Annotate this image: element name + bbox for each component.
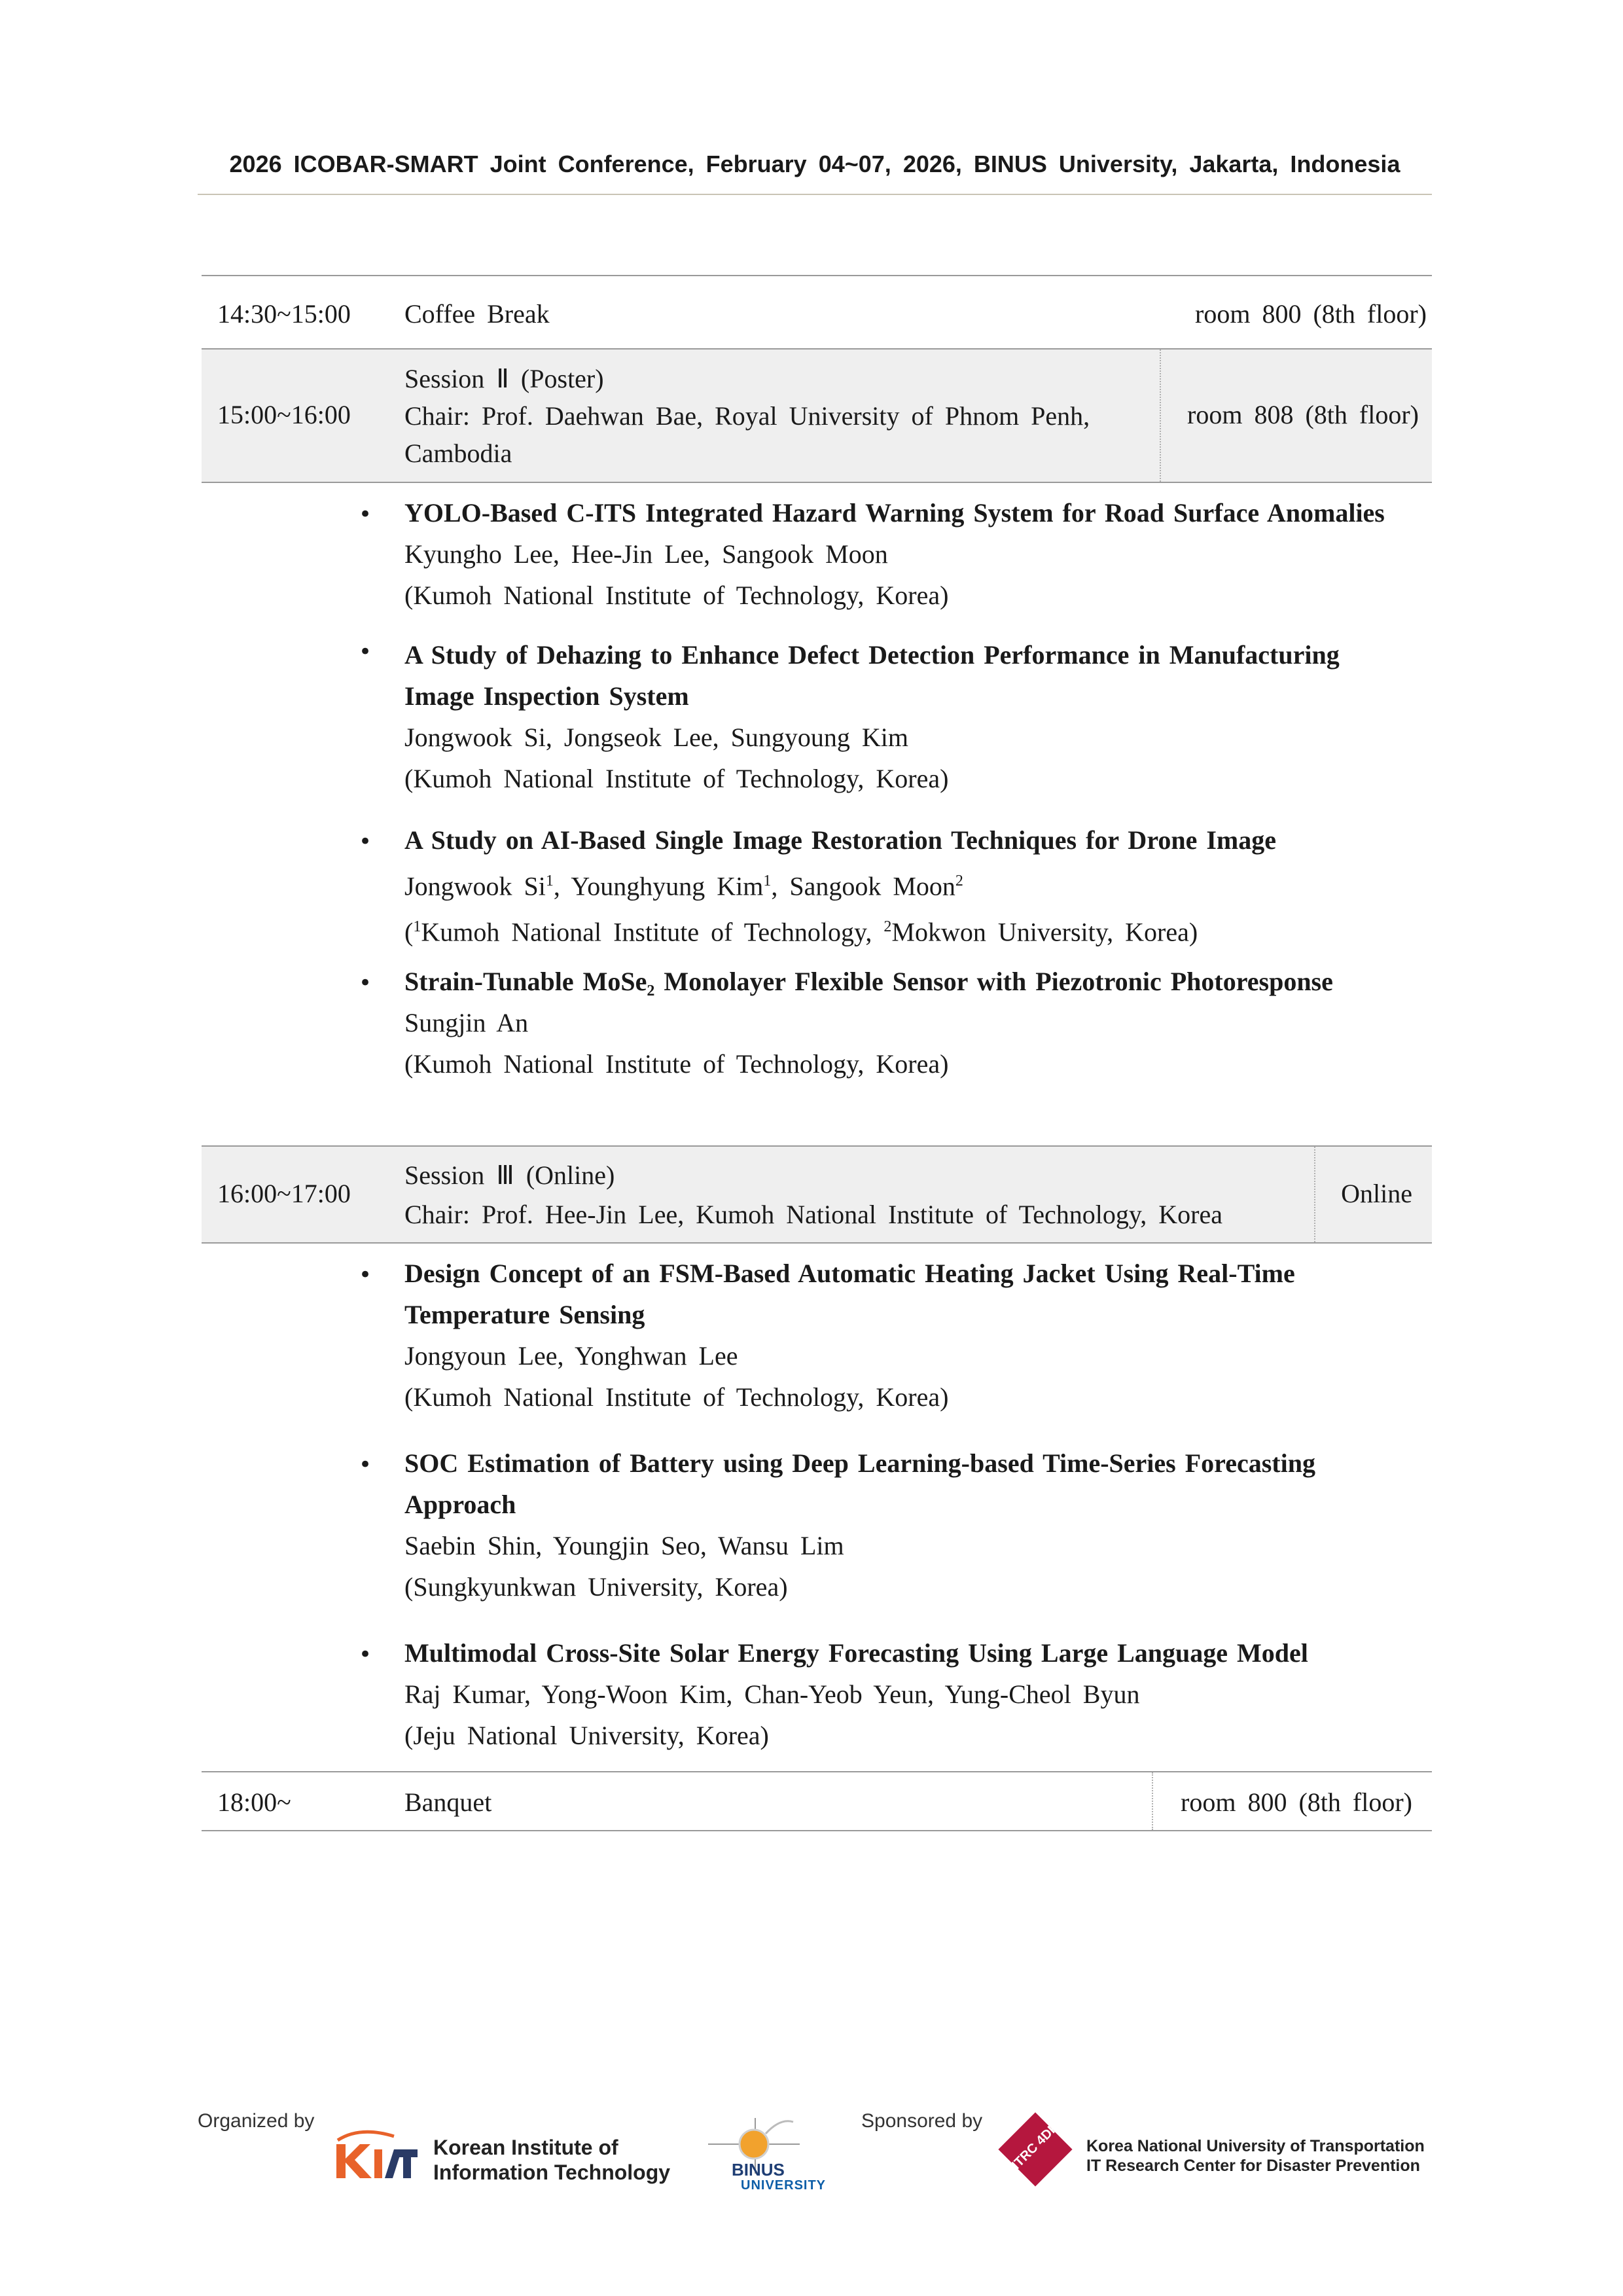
header-divider xyxy=(198,194,1432,195)
paper-affiliation: (Kumoh National Institute of Technology, Korea) xyxy=(404,764,949,793)
page-header: 2026 ICOBAR-SMART Joint Conference, February 04~07, 2026, BINUS University, Jakarta, Indonesia xyxy=(229,151,1400,177)
footer xyxy=(196,2101,1440,2206)
row-title: Banquet xyxy=(404,1787,492,1817)
sponsored-by-label: Sponsored by xyxy=(861,2110,983,2132)
itrc-badge-text: ITRC 4DP xyxy=(1009,2120,1061,2172)
row-time: 18:00~ xyxy=(217,1787,291,1817)
paper-authors: Sungjin An xyxy=(404,1008,529,1037)
paper-title-line-1: Design Concept of an FSM-Based Automatic Heating Jacket Using Real-Time xyxy=(404,1259,1295,1288)
schedule-row-coffee-break xyxy=(202,275,1432,348)
row-room: room 800 (8th floor) xyxy=(1181,1787,1412,1817)
row-time: 14:30~15:00 xyxy=(217,299,351,329)
column-divider xyxy=(1152,1772,1153,1830)
paper-entry xyxy=(404,819,1425,953)
paper-authors: Jongyoun Lee, Yonghwan Lee xyxy=(404,1341,738,1371)
session-info xyxy=(404,1156,1222,1234)
session-time: 16:00~17:00 xyxy=(217,1179,351,1208)
session-time: 15:00~16:00 xyxy=(217,400,351,429)
bullet-icon: • xyxy=(359,970,372,996)
paper-authors: Jongwook Si$^1$, Younghyung Kim$^1$, Sangook Moon$^2$ xyxy=(404,871,963,901)
paper-entry xyxy=(404,634,1425,799)
bullet-icon: • xyxy=(359,639,372,665)
session-chair-line-2: Cambodia xyxy=(404,439,512,468)
paper-title: YOLO-Based C-ITS Integrated Hazard Warning System for Road Surface Anomalies xyxy=(404,498,1385,528)
binus-name: BINUS xyxy=(732,2160,785,2179)
paper-affiliation: (Kumoh National Institute of Technology, Korea) xyxy=(404,1382,949,1412)
paper-title: A Study on AI-Based Single Image Restoration Techniques for Drone Image xyxy=(404,825,1276,855)
row-title: Coffee Break xyxy=(404,299,550,329)
paper-affiliation: (Kumoh National Institute of Technology, Korea) xyxy=(404,1049,949,1079)
column-divider xyxy=(1314,1147,1315,1242)
session-room: Online xyxy=(1341,1179,1412,1208)
session-room: room 808 (8th floor) xyxy=(1187,400,1419,429)
paper-entry xyxy=(404,1632,1425,1756)
session-title: Session Ⅲ (Online) xyxy=(404,1160,615,1190)
paper-title-line-2: Image Inspection System xyxy=(404,681,689,711)
paper-affiliation: (Kumoh National Institute of Technology, Korea) xyxy=(404,581,949,610)
session-info xyxy=(404,360,1090,472)
paper-title-line-2: Temperature Sensing xyxy=(404,1300,645,1329)
bullet-icon: • xyxy=(359,501,372,528)
organized-by-label: Organized by xyxy=(198,2110,315,2132)
kiit-logo xyxy=(334,2130,419,2182)
bullet-icon: • xyxy=(359,1262,372,1288)
paper-title-line-2: Approach xyxy=(404,1490,516,1519)
paper-title: Strain-Tunable MoSe₂ Monolayer Flexible Sensor with Piezotronic Photoresponse xyxy=(404,967,1333,996)
paper-title-line-1: SOC Estimation of Battery using Deep Learning-based Time-Series Forecasting xyxy=(404,1448,1315,1478)
paper-title: Multimodal Cross-Site Solar Energy Forecasting Using Large Language Model xyxy=(404,1638,1308,1668)
paper-affiliation: ($^1$Kumoh National Institute of Technology, $^2$Mokwon University, Korea) xyxy=(404,917,1198,947)
row-room: room 800 (8th floor) xyxy=(1195,299,1427,329)
paper-entry xyxy=(404,1443,1425,1607)
bullet-icon: • xyxy=(359,829,372,855)
paper-affiliation: (Jeju National University, Korea) xyxy=(404,1721,769,1750)
paper-affiliation: (Sungkyunkwan University, Korea) xyxy=(404,1572,788,1602)
paper-entry xyxy=(404,1253,1425,1418)
paper-authors: Raj Kumar, Yong-Woon Kim, Chan-Yeob Yeun, Yung-Cheol Byun xyxy=(404,1679,1140,1709)
session-chair-line-1: Chair: Prof. Daehwan Bae, Royal University of Phnom Penh, xyxy=(404,401,1090,431)
kiit-name: Korean Institute of Information Technology xyxy=(433,2136,671,2184)
paper-authors: Kyungho Lee, Hee-Jin Lee, Sangook Moon xyxy=(404,539,888,569)
paper-entry xyxy=(404,492,1425,616)
paper-entry xyxy=(404,961,1425,1085)
schedule-row-banquet xyxy=(202,1771,1432,1831)
paper-authors: Saebin Shin, Youngjin Seo, Wansu Lim xyxy=(404,1531,844,1560)
column-divider xyxy=(1160,350,1161,482)
session-chair: Chair: Prof. Hee-Jin Lee, Kumoh National Institute of Technology, Korea xyxy=(404,1200,1223,1229)
session-2-header xyxy=(202,348,1432,483)
paper-authors: Jongwook Si, Jongseok Lee, Sungyoung Kim xyxy=(404,723,908,752)
bullet-icon: • xyxy=(359,1452,372,1478)
paper-title-line-1: A Study of Dehazing to Enhance Defect Detection Performance in Manufacturing xyxy=(404,640,1340,670)
session-title: Session Ⅱ (Poster) xyxy=(404,364,604,393)
session-3-header xyxy=(202,1145,1432,1244)
sponsor-name: Korea National University of Transportation IT Research Center for Disaster Prevention xyxy=(1086,2137,1425,2175)
binus-university: UNIVERSITY xyxy=(741,2178,827,2193)
bullet-icon: • xyxy=(359,1641,372,1668)
